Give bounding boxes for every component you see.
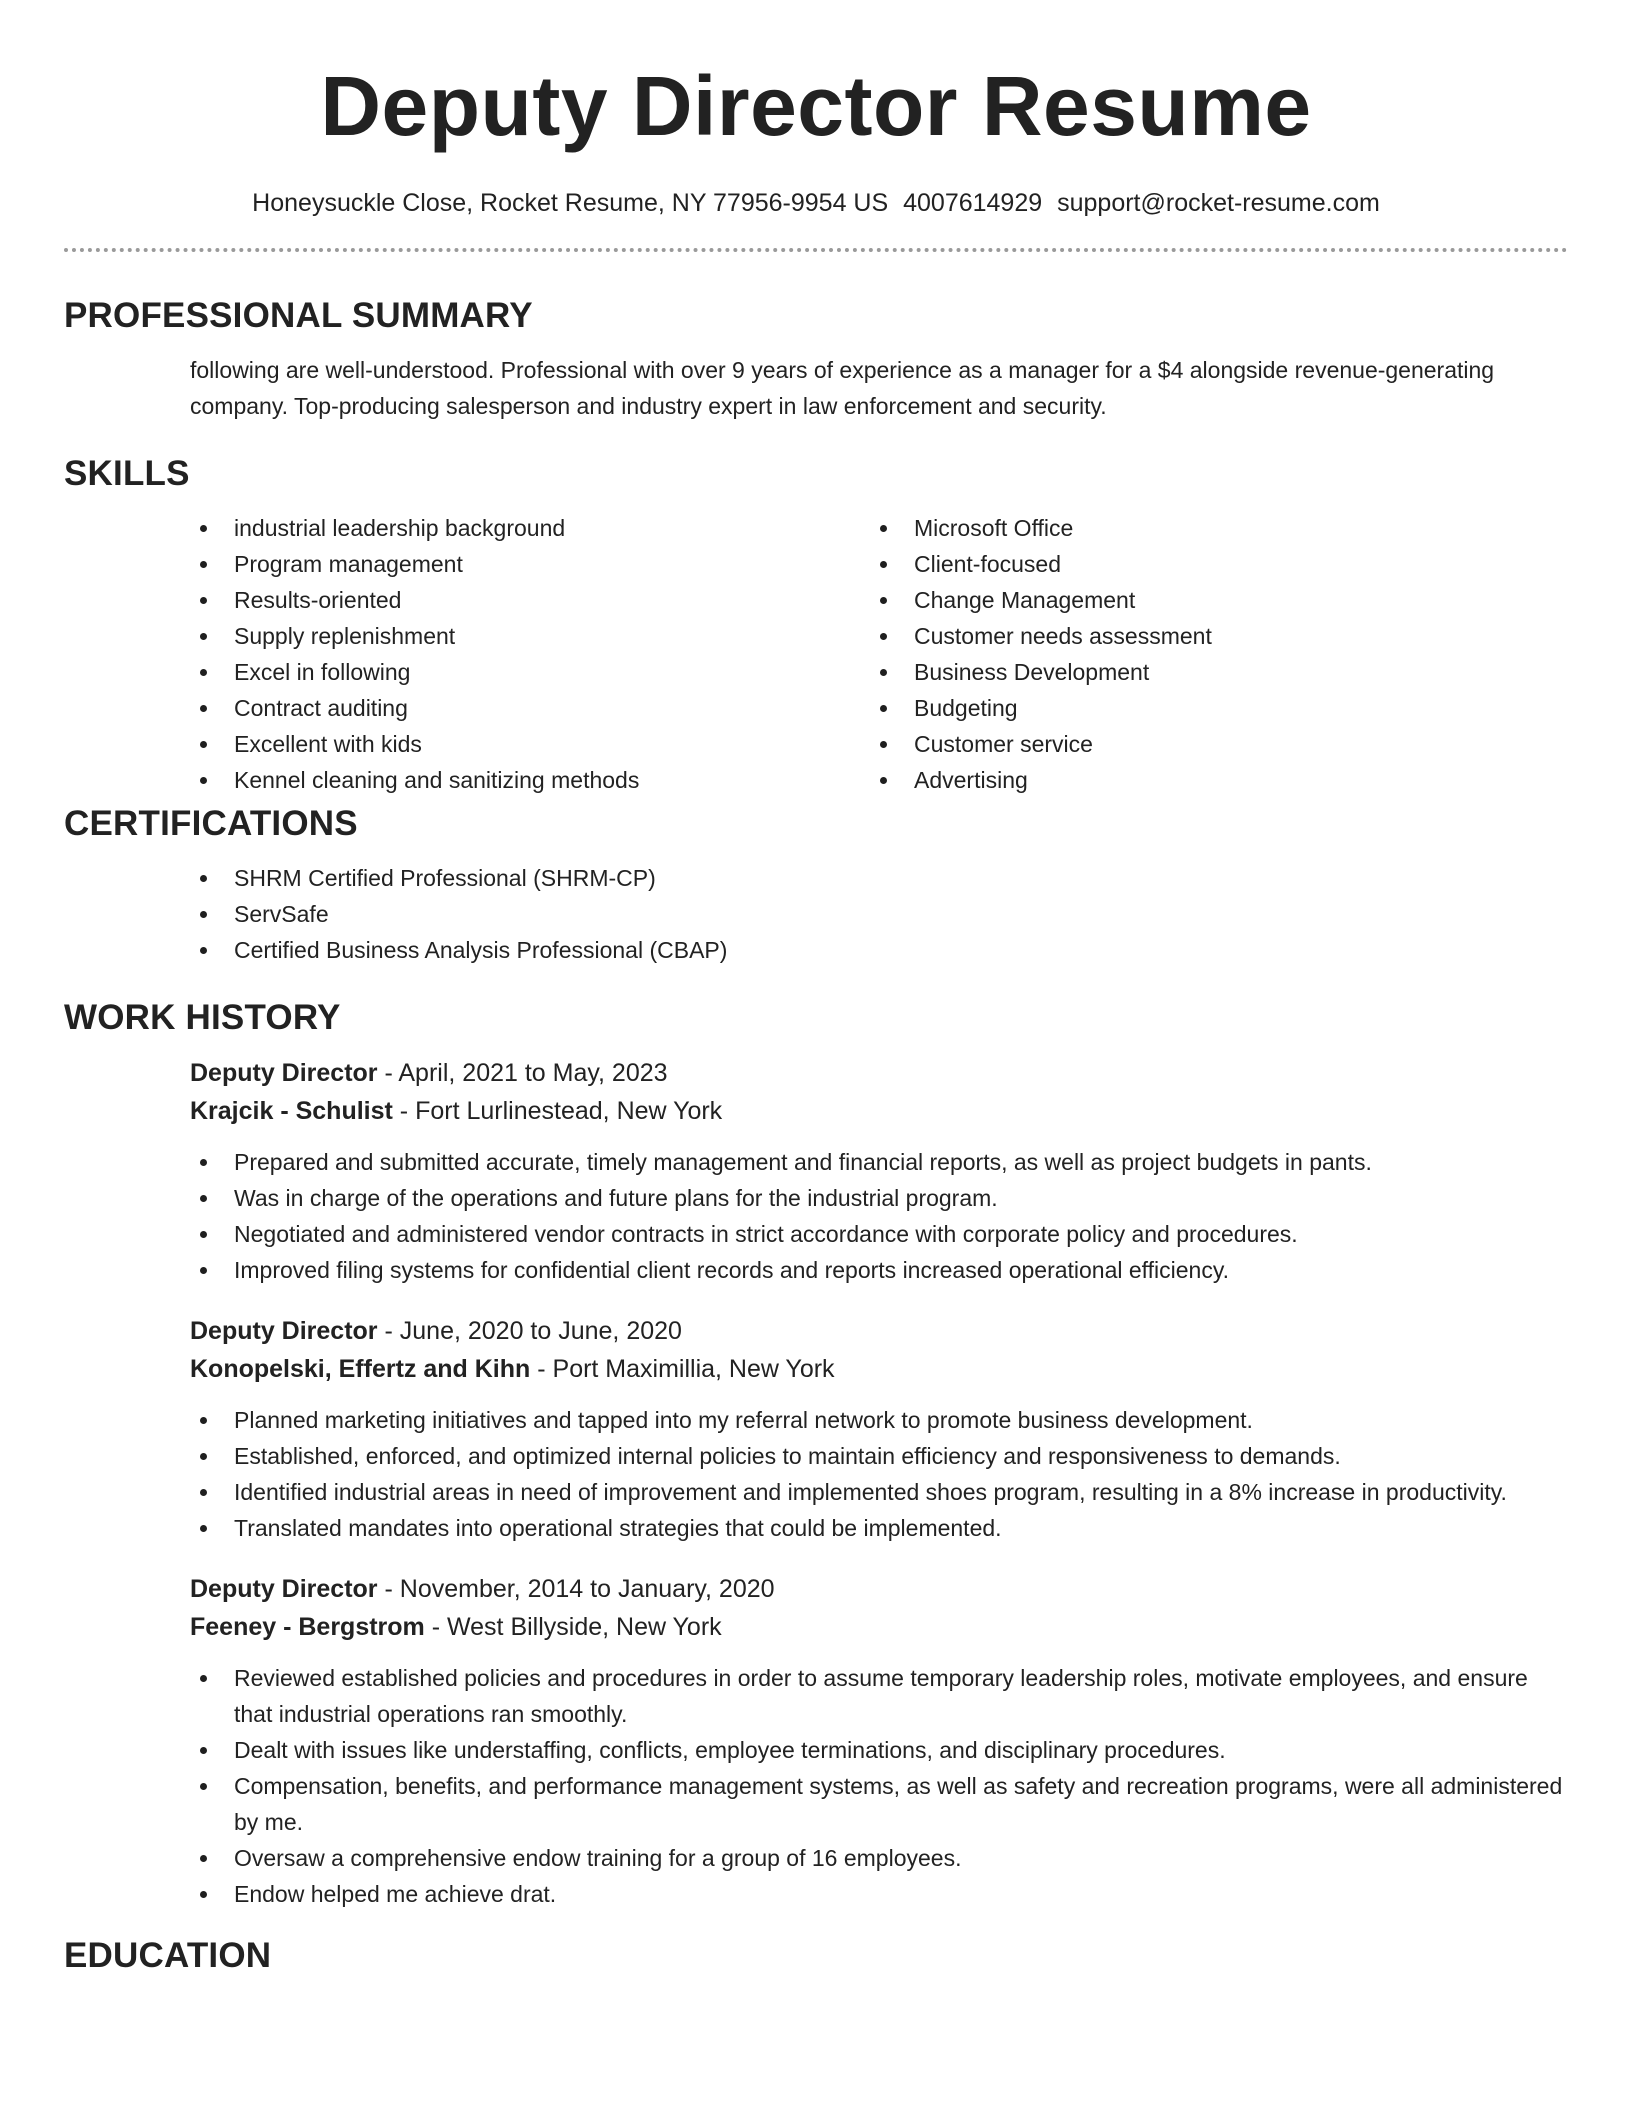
job-dates: - June, 2020 to June, 2020 [377, 1317, 682, 1345]
skill-item: industrial leadership background [190, 510, 830, 546]
skills-list [64, 510, 1568, 793]
contact-phone: 4007614929 [903, 189, 1043, 217]
job-company: Konopelski, Effertz and Kihn [190, 1355, 531, 1383]
job-bullet: Oversaw a comprehensive endow training for a group of 16 employees. [190, 1840, 1568, 1876]
job-title-line [190, 1570, 1568, 1608]
job-dates: - April, 2021 to May, 2023 [377, 1059, 668, 1087]
job-entry [190, 1570, 1568, 1912]
skill-item: Contract auditing [190, 690, 830, 726]
job-company: Krajcik - Schulist [190, 1097, 393, 1125]
job-company-line [190, 1350, 1568, 1388]
skill-item: Results-oriented [190, 582, 830, 618]
job-bullet: Endow helped me achieve drat. [190, 1876, 1568, 1912]
job-company-line [190, 1608, 1568, 1646]
job-entry [190, 1312, 1568, 1546]
job-bullet: Established, enforced, and optimized internal policies to maintain efficiency and responsiveness to demands. [190, 1438, 1568, 1474]
summary-text: following are well-understood. Professional with over 9 years of experience as a manager for a $4 alongside revenue-generating company. Top-producing salesperson and industry expert in law enforcement and security. [190, 357, 1495, 419]
job-location: - Port Maximillia, New York [530, 1355, 835, 1383]
skills-column-right [870, 510, 1510, 798]
skill-item: Customer service [870, 726, 1510, 762]
summary-heading: PROFESSIONAL SUMMARY [64, 296, 533, 335]
skill-item: Excel in following [190, 654, 830, 690]
skill-item: Budgeting [870, 690, 1510, 726]
job-title: Deputy Director [190, 1059, 378, 1087]
job-bullet: Compensation, benefits, and performance management systems, as well as safety and recreation programs, were all administered by me. [190, 1768, 1568, 1840]
skills-column-left [190, 510, 830, 798]
certification-item: ServSafe [190, 896, 1568, 932]
contact-line [64, 186, 1568, 220]
job-location: - West Billyside, New York [424, 1613, 722, 1641]
certifications-list [190, 860, 1568, 968]
job-company: Feeney - Bergstrom [190, 1613, 425, 1641]
job-bullet: Identified industrial areas in need of improvement and implemented shoes program, resulting in a 8% increase in productivity. [190, 1474, 1568, 1510]
job-bullets [190, 1144, 1568, 1288]
skill-item: Customer needs assessment [870, 618, 1510, 654]
skill-item: Advertising [870, 762, 1510, 798]
header-divider [64, 248, 1568, 252]
job-bullets [190, 1660, 1568, 1912]
certification-item: Certified Business Analysis Professional (CBAP) [190, 932, 1568, 968]
certifications-heading: CERTIFICATIONS [64, 804, 358, 843]
skill-item: Kennel cleaning and sanitizing methods [190, 762, 830, 798]
resume-title: Deputy Director Resume [320, 59, 1312, 153]
resume-page [64, 0, 1568, 1978]
skill-item: Excellent with kids [190, 726, 830, 762]
work-history-heading: WORK HISTORY [64, 998, 341, 1037]
job-company-line [190, 1092, 1568, 1130]
job-title: Deputy Director [190, 1317, 378, 1345]
job-bullets [190, 1402, 1568, 1546]
certification-item: SHRM Certified Professional (SHRM-CP) [190, 860, 1568, 896]
job-location: - Fort Lurlinestead, New York [392, 1097, 723, 1125]
job-bullet: Prepared and submitted accurate, timely management and financial reports, as well as project budgets in pants. [190, 1144, 1568, 1180]
job-bullet: Was in charge of the operations and future plans for the industrial program. [190, 1180, 1568, 1216]
job-title: Deputy Director [190, 1575, 378, 1603]
contact-email: support@rocket-resume.com [1057, 189, 1380, 217]
job-bullet: Reviewed established policies and procedures in order to assume temporary leadership roles, motivate employees, and ensure that industrial operations ran smoothly. [190, 1660, 1568, 1732]
job-title-line [190, 1312, 1568, 1350]
job-bullet: Planned marketing initiatives and tapped into my referral network to promote business development. [190, 1402, 1568, 1438]
job-entry [190, 1054, 1568, 1288]
skill-item: Microsoft Office [870, 510, 1510, 546]
skill-item: Supply replenishment [190, 618, 830, 654]
job-bullet: Negotiated and administered vendor contracts in strict accordance with corporate policy and procedures. [190, 1216, 1568, 1252]
job-bullet: Dealt with issues like understaffing, conflicts, employee terminations, and disciplinary procedures. [190, 1732, 1568, 1768]
job-bullet: Improved filing systems for confidential client records and reports increased operational efficiency. [190, 1252, 1568, 1288]
job-bullet: Translated mandates into operational strategies that could be implemented. [190, 1510, 1568, 1546]
skill-item: Change Management [870, 582, 1510, 618]
skills-heading: SKILLS [64, 454, 190, 493]
skill-item: Client-focused [870, 546, 1510, 582]
education-heading: EDUCATION [64, 1936, 272, 1975]
contact-address: Honeysuckle Close, Rocket Resume, NY 77956-9954 US [252, 189, 889, 217]
skill-item: Program management [190, 546, 830, 582]
job-title-line [190, 1054, 1568, 1092]
job-dates: - November, 2014 to January, 2020 [377, 1575, 775, 1603]
skill-item: Business Development [870, 654, 1510, 690]
